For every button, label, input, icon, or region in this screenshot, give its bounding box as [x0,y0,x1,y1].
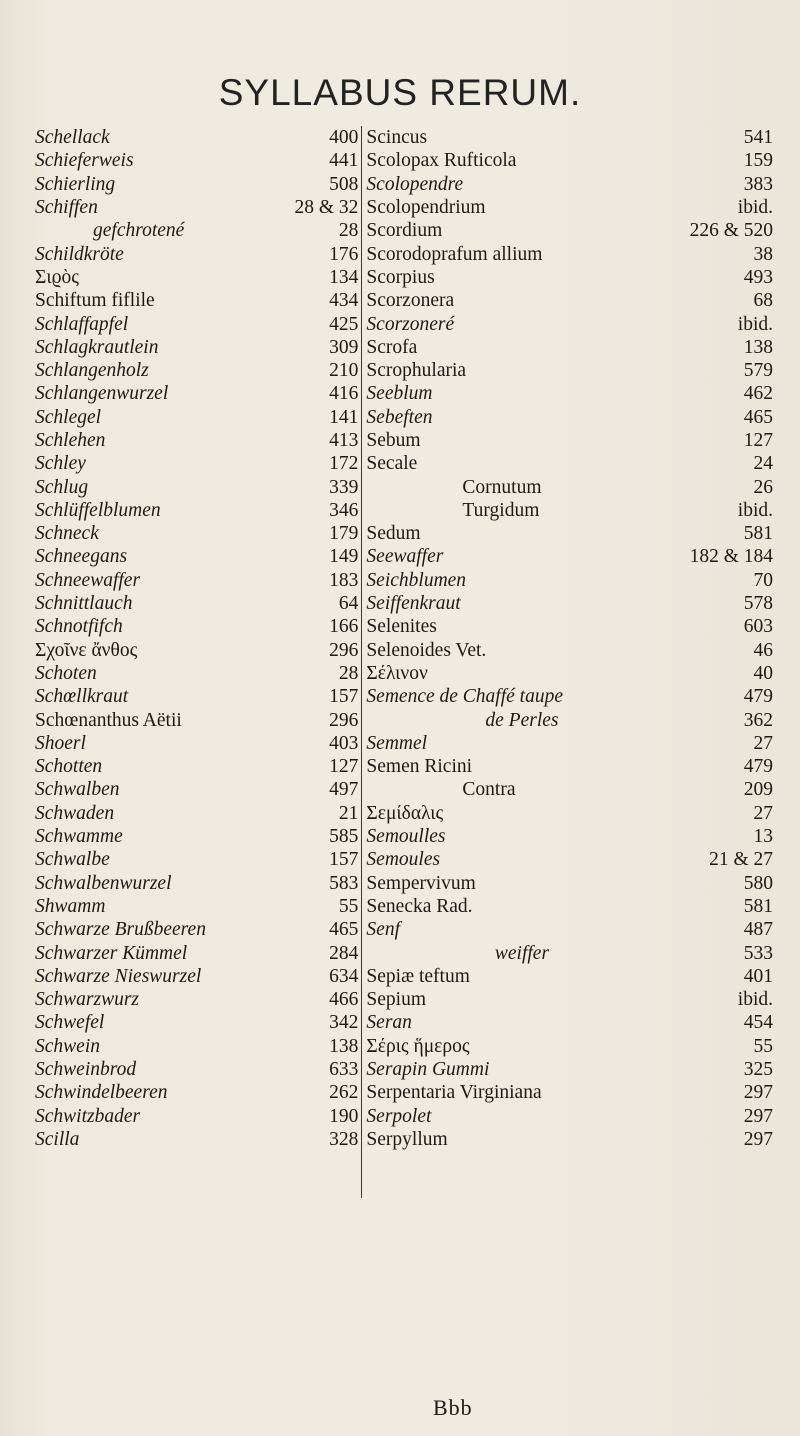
table-row [33,639,773,662]
right-term: Seran [366,1012,412,1034]
left-page: 413 [273,429,362,452]
right-term: Seiffenkraut [366,593,461,615]
table-row [33,196,773,219]
right-term: de Perles [485,709,559,731]
left-term: Schildkröte [35,243,124,265]
left-term: Schwaden [35,802,115,824]
right-term: Selenites [366,616,437,638]
left-page: 309 [273,336,362,359]
left-term: Schwindelbeeren [35,1082,168,1104]
right-page: 603 [743,616,773,638]
left-term [33,1174,273,1197]
left-term: Schwarzwurz [35,989,140,1011]
signature-mark: Bbb [433,1395,473,1420]
table-row [33,499,773,522]
left-term: Schweinbrod [35,1059,137,1081]
left-page: 157 [273,685,362,708]
right-term: Contra [462,779,516,801]
table-row [33,1035,773,1058]
index-table [33,126,773,1198]
right-page: 40 [753,662,773,684]
left-term: Schiftum fiflile [35,290,155,312]
left-term: Schwarze Brußbeeren [35,919,206,941]
right-page: 138 [743,336,773,358]
right-page [678,1151,774,1174]
left-page: 179 [273,522,362,545]
right-term: Seeblum [366,383,433,405]
right-term: Scorpius [366,266,435,288]
right-term: Sebum [366,430,421,451]
left-term: Schwamme [35,826,123,848]
right-page: 38 [753,243,773,265]
table-row [33,452,773,475]
left-term: Schlug [35,476,89,498]
right-page: 13 [753,826,773,848]
right-term: Semoulles [366,826,446,848]
left-term: Schœnanthus Aëtii [35,709,182,731]
left-term: Schlangenholz [35,360,149,382]
right-page: 493 [743,266,773,288]
right-term: Scorodoprafum allium [366,243,543,265]
table-row [33,848,773,871]
left-page: 127 [273,755,362,778]
table-row [33,778,773,801]
left-page: 21 [273,802,362,825]
right-page: 21 & 27 [709,849,773,871]
left-page [273,1151,362,1174]
left-page: 403 [273,732,362,755]
right-term: Senf [366,919,400,941]
left-page: 166 [273,615,362,638]
right-term: Seewaffer [366,546,444,568]
table-row [33,173,773,196]
left-page: 157 [273,848,362,871]
left-page: 634 [273,965,362,988]
right-page: 26 [753,476,773,498]
table-row [33,708,773,731]
right-page: 226 & 520 [689,220,773,242]
right-term: Semoules [366,849,441,871]
table-row [33,336,773,359]
table-row [33,312,773,335]
table-row [33,685,773,708]
right-term: Selenoides Vet. [366,639,487,661]
right-term: Scrofa [366,336,418,358]
table-row [33,941,773,964]
left-term: Σιϱὸς [35,266,79,288]
right-term: Scorzonera [366,290,455,312]
left-term: Schiffen [35,197,98,219]
left-page: 346 [273,499,362,522]
left-page: 633 [273,1058,362,1081]
table-row [33,592,773,615]
left-term: Schneck [35,523,99,545]
right-term: Sedum [366,523,421,545]
right-page: ibid. [737,989,773,1011]
left-page: 328 [273,1128,362,1151]
left-page: 262 [273,1081,362,1104]
right-term: Σέρις ἥμερος [366,1035,470,1057]
left-term: Schneegans [35,546,128,568]
table-row [33,126,773,149]
right-page: 487 [743,919,773,941]
left-page: 425 [273,312,362,335]
left-term: Scilla [35,1128,80,1150]
right-term: Semence de Chaffé taupe [366,686,563,708]
table-row [33,732,773,755]
right-page: 479 [743,756,773,778]
page-heading: SYLLABUS RERUM. [218,72,582,113]
left-term: gefchrotené [93,220,185,242]
right-page: 462 [743,383,773,405]
left-page: 284 [273,941,362,964]
left-page: 585 [273,825,362,848]
right-page: 533 [743,942,773,964]
left-term: Schnotfifch [35,616,123,638]
table-row [33,545,773,568]
right-page: 297 [743,1128,773,1150]
right-term: Sempervivum [366,872,476,894]
table-row [33,1128,773,1151]
table-row [33,615,773,638]
right-page: 325 [743,1059,773,1081]
right-term: Seichblumen [366,569,467,591]
left-term: Schwarze Nieswurzel [35,965,202,987]
right-page: 24 [753,453,773,475]
left-term: Schwalben [35,779,120,801]
right-term: Serapin Gummi [366,1059,490,1081]
table-row [33,1081,773,1104]
right-term: weiffer [494,942,550,964]
right-page: 70 [753,569,773,591]
right-page: 454 [743,1012,773,1034]
right-page: 465 [743,406,773,428]
right-page: 27 [753,802,773,824]
left-term: Schlehen [35,430,106,451]
left-page: 296 [273,639,362,662]
right-page: 581 [743,523,773,545]
table-row [33,219,773,242]
left-term: Σχοῖνε ἄνθος [35,639,138,661]
right-term: Serpyllum [366,1128,448,1150]
table-row [33,266,773,289]
table-row [33,149,773,172]
left-term: Schlüffelblumen [35,499,161,521]
left-page: 64 [273,592,362,615]
left-page: 55 [273,895,362,918]
left-term: Schlangenwurzel [35,383,169,405]
right-page: 159 [743,150,773,172]
table-row [33,1011,773,1034]
left-page: 134 [273,266,362,289]
right-page: 578 [743,593,773,615]
left-term: Shwamm [35,895,106,917]
table-row [33,406,773,429]
table-row [33,1151,773,1174]
left-term: Schnittlauch [35,593,133,615]
left-page: 138 [273,1035,362,1058]
right-term: Scordium [366,220,443,242]
left-term: Schieferweis [35,150,134,172]
left-term: Schneewaffer [35,569,141,591]
left-page: 583 [273,872,362,895]
table-row [33,825,773,848]
table-row [33,895,773,918]
left-page: 141 [273,406,362,429]
left-term: Schwefel [35,1012,105,1034]
left-page: 149 [273,545,362,568]
right-page: 401 [743,965,773,987]
table-row [33,475,773,498]
right-page: 541 [743,127,773,149]
table-row [33,918,773,941]
right-term: Scolopax Rufticola [366,150,517,172]
right-page: 68 [753,290,773,312]
left-page: 441 [273,149,362,172]
right-page: 297 [743,1082,773,1104]
left-page: 183 [273,569,362,592]
left-term: Schwalbenwurzel [35,872,172,894]
right-term: Sepium [366,989,427,1011]
left-page: 434 [273,289,362,312]
table-row [33,662,773,685]
left-page: 497 [273,778,362,801]
left-term: Shoerl [35,732,86,754]
right-term: Scrophularia [366,360,467,382]
table-row [33,289,773,312]
right-term: Senecka Rad. [366,895,473,917]
left-page: 28 & 32 [273,196,362,219]
left-page [273,1174,362,1197]
table-row [33,872,773,895]
left-term: Schwein [35,1035,100,1057]
right-page: ibid. [737,313,773,335]
table-row [33,522,773,545]
left-term: Schley [35,453,86,475]
right-term: Semmel [366,732,428,754]
right-term: Secale [366,453,418,475]
table-row [33,965,773,988]
right-term: Turgidum [462,499,540,521]
right-page: 479 [743,686,773,708]
table-row [33,1058,773,1081]
left-term: Schwarzer Kümmel [35,942,188,964]
table-row [33,755,773,778]
right-page: 297 [743,1105,773,1127]
right-page: 579 [743,360,773,382]
right-term [362,1151,678,1174]
right-page: 209 [743,779,773,801]
table-row [33,569,773,592]
table-row [33,988,773,1011]
right-term: Sebeften [366,406,433,428]
table-row [33,359,773,382]
right-term: Cornutum [462,476,542,498]
left-term: Schlegel [35,406,102,428]
left-page: 210 [273,359,362,382]
left-page: 296 [273,708,362,731]
left-page: 508 [273,173,362,196]
right-page: 580 [743,872,773,894]
left-page: 176 [273,242,362,265]
table-row [33,382,773,405]
right-page: ibid. [737,197,773,219]
table-row [33,1104,773,1127]
left-term: Schlagkrautlein [35,336,159,358]
right-term [362,1174,678,1197]
table-row [33,429,773,452]
right-page: 46 [753,639,773,661]
table-row [33,1174,773,1197]
left-term: Schœllkraut [35,686,129,708]
right-term: Scolopendre [366,173,464,195]
left-term: Schotten [35,756,103,778]
right-term: Sepiæ teftum [366,965,470,987]
right-page: 127 [743,430,773,451]
left-term: Schwitzbader [35,1105,141,1127]
left-page: 172 [273,452,362,475]
right-term: Σέλινον [366,662,428,684]
left-page: 28 [273,662,362,685]
left-page: 339 [273,475,362,498]
left-term: Schoten [35,662,97,684]
table-row [33,802,773,825]
right-page: 362 [743,709,773,731]
left-term: Schwalbe [35,849,110,871]
left-page: 190 [273,1104,362,1127]
right-term: Semen Ricini [366,756,473,778]
left-page: 466 [273,988,362,1011]
table-row [33,242,773,265]
left-term: Schierling [35,173,116,195]
right-page: 383 [743,173,773,195]
right-page: 581 [743,895,773,917]
left-term: Schlaffapfel [35,313,129,335]
right-page: 55 [753,1035,773,1057]
left-page: 28 [273,219,362,242]
left-page: 342 [273,1011,362,1034]
left-term: Schellack [35,127,110,149]
right-page: ibid. [737,499,773,521]
left-page: 416 [273,382,362,405]
left-page: 465 [273,918,362,941]
right-page: 27 [753,732,773,754]
right-term: Scolopendrium [366,197,486,219]
right-term: Σεμίδαλις [366,802,444,824]
left-page: 400 [273,126,362,149]
right-term: Serpentaria Virginiana [366,1082,542,1104]
right-page: 182 & 184 [689,546,773,568]
left-term [33,1151,273,1174]
right-term: Scincus [366,127,428,149]
right-page [678,1174,774,1197]
right-term: Scorzoneré [366,313,455,335]
right-term: Serpolet [366,1105,432,1127]
